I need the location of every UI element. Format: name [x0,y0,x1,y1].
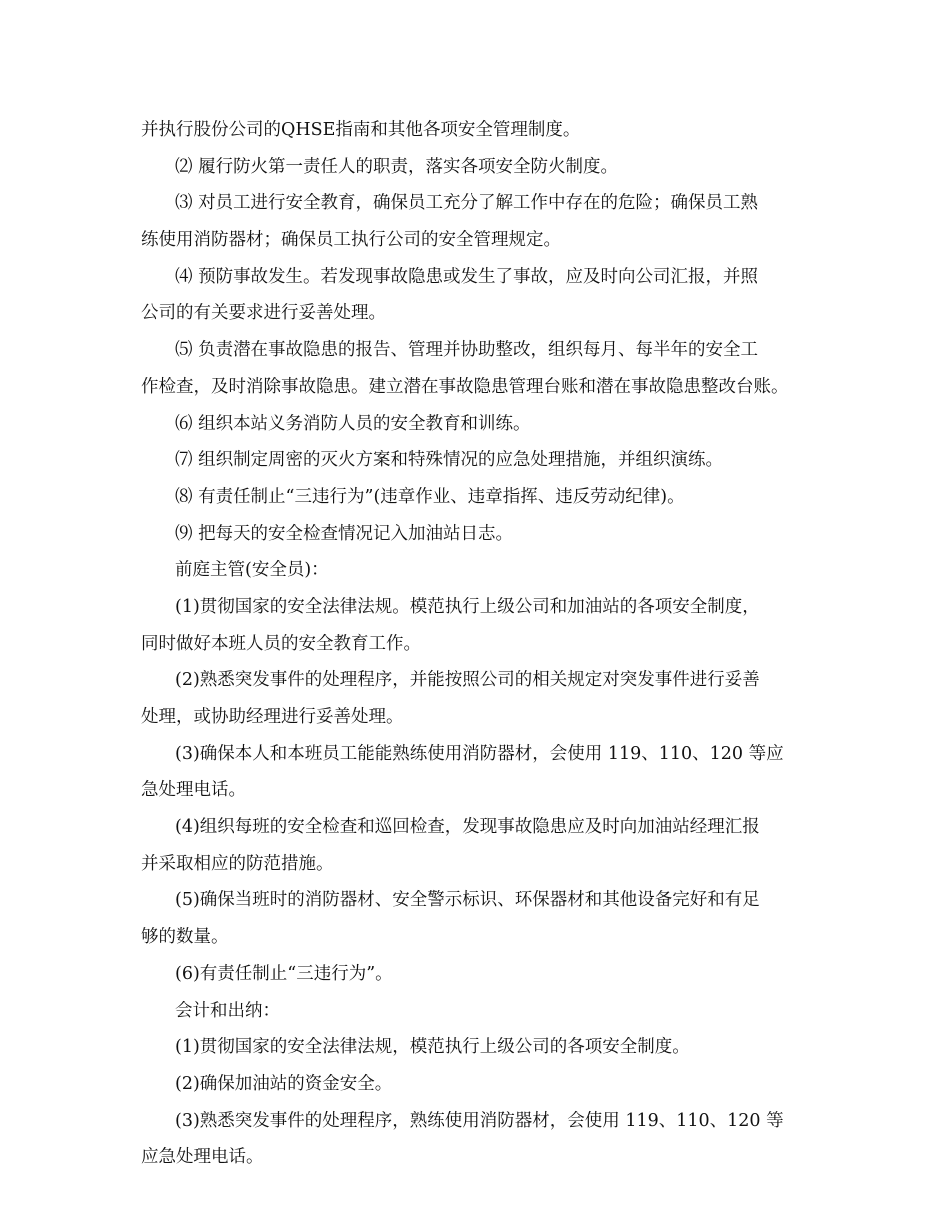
text-line: 急处理电话。 [141,780,246,801]
text-line: (4)组织每班的安全检查和巡回检查，发现事故隐患应及时向加油站经理汇报 [175,817,760,838]
text-line: (3)熟悉突发事件的处理程序，熟练使用消防器材，会使用 119、110、120 等 [175,1110,784,1131]
text-line: 同时做好本班人员的安全教育工作。 [141,633,421,654]
document-body [141,112,821,1176]
text-line: 够的数量。 [141,927,229,948]
text-line: 练使用消防器材；确保员工执行公司的安全管理规定。 [141,230,561,251]
text-line: (2)熟悉突发事件的处理程序，并能按照公司的相关规定对突发事件进行妥善 [175,670,760,691]
text-line: 并执行股份公司的QHSE指南和其他各项安全管理制度。 [141,120,581,140]
text-line: ⑸ 负责潜在事故隐患的报告、管理并协助整改，组织每月、每半年的安全工 [175,340,759,361]
text-line: (5)确保当班时的消防器材、安全警示标识、环保器材和其他设备完好和有足 [175,890,760,911]
text-line: (2)确保加油站的资金安全。 [175,1073,393,1094]
text-line: ⑻ 有责任制止“三违行为”(违章作业、违章指挥、违反劳动纪律)。 [175,486,685,507]
text-line: ⑶ 对员工进行安全教育，确保员工充分了解工作中存在的危险；确保员工熟 [175,193,759,214]
text-line: ⑺ 组织制定周密的灭火方案和特殊情况的应急处理措施，并组织演练。 [175,450,724,471]
text-line: 并采取相应的防范措施。 [141,853,334,874]
text-line: (1)贯彻国家的安全法律法规，模范执行上级公司的各项安全制度。 [175,1037,690,1058]
text-line: 前庭主管(安全员)： [175,560,329,581]
text-line: ⑼ 把每天的安全检查情况记入加油站日志。 [175,523,514,544]
text-line: 会计和出纳： [175,1000,280,1021]
text-line: 公司的有关要求进行妥善处理。 [141,303,386,324]
text-line: 作检查，及时消除事故隐患。建立潜在事故隐患管理台账和潜在事故隐患整改台账。 [141,376,789,397]
text-line: ⑵ 履行防火第一责任人的职责，落实各项安全防火制度。 [175,156,619,177]
text-line: 处理，或协助经理进行妥善处理。 [141,707,404,727]
text-line: ⑹ 组织本站义务消防人员的安全教育和训练。 [175,413,531,434]
text-line: 应急处理电话。 [141,1147,264,1168]
text-line: (3)确保本人和本班员工能能熟练使用消防器材，会使用 119、110、120 等应 [175,743,784,764]
text-line: (6)有责任制止“三违行为”。 [175,963,393,984]
text-line: (1)贯彻国家的安全法律法规。模范执行上级公司和加油站的各项安全制度， [175,596,760,617]
text-line: ⑷ 预防事故发生。若发现事故隐患或发生了事故，应及时向公司汇报，并照 [175,266,759,287]
